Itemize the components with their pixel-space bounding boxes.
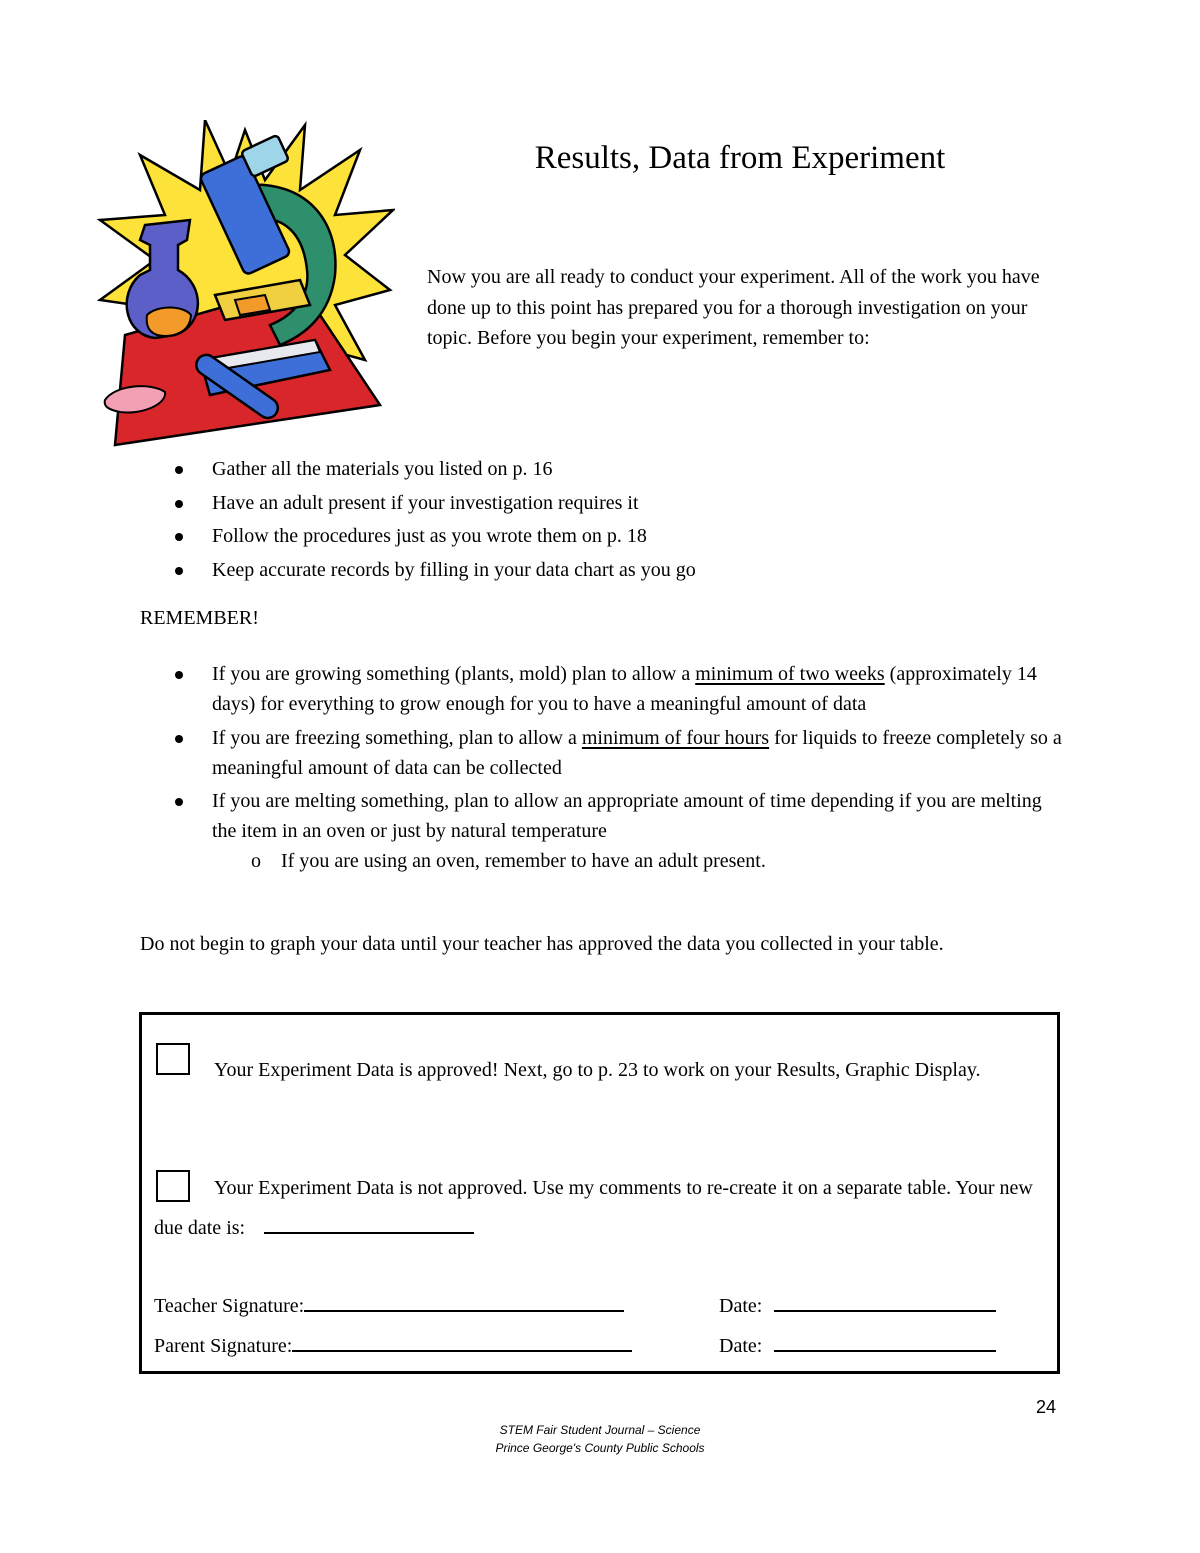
parent-signature-row — [154, 1335, 632, 1358]
bullet-icon — [175, 500, 183, 508]
reminder-growing-text: If you are growing something (plants, mold) plan to allow a — [212, 663, 696, 685]
teacher-date-label: Date: — [719, 1295, 763, 1317]
reminder-freezing-emphasis: minimum of four hours — [581, 726, 770, 749]
not-approved-label: Your Experiment Data is not approved. Use my comments to re-create it on a separate table. Your new due date is: — [154, 1177, 1033, 1239]
reminder-freezing-text: If you are freezing something, plan to allow a — [212, 726, 582, 749]
bullet-icon — [175, 533, 183, 541]
footer-line-2: Prince George's County Public Schools — [495, 1441, 705, 1455]
checklist-item-text: Keep accurate records by filling in your data chart as you go — [212, 558, 696, 581]
reminder-growing-text-end: (approximately 14 days) for everything to grow enough for you to have a meaningful amount of data — [212, 663, 1037, 715]
reminder-melting — [175, 786, 1065, 846]
teacher-signature-row — [154, 1295, 624, 1318]
teacher-date-row — [719, 1295, 996, 1318]
reminder-melting-text: If you are melting something, plan to allow an appropriate amount of time depending if you are melting the item in an oven or just by natural temperature — [212, 790, 1042, 842]
bullet-icon — [175, 466, 183, 474]
due-date-line[interactable] — [264, 1232, 474, 1234]
teacher-date-line[interactable] — [774, 1310, 996, 1312]
intro-paragraph — [427, 262, 1067, 354]
bullet-icon — [175, 567, 183, 575]
checklist-item — [175, 555, 1075, 585]
parent-date-label: Date: — [719, 1335, 763, 1357]
reminder-growing — [175, 659, 1065, 719]
not-approved-text — [154, 1168, 1034, 1248]
parent-date-row — [719, 1335, 996, 1358]
checklist — [175, 454, 1075, 588]
reminder-freezing — [175, 723, 1065, 783]
bullet-icon — [175, 671, 183, 679]
page-title: Results, Data from Experiment — [534, 140, 946, 176]
reminder-list — [175, 659, 1065, 876]
checklist-item — [175, 521, 1075, 551]
checklist-item — [175, 454, 1075, 484]
bullet-icon — [175, 798, 183, 806]
approved-text: Your Experiment Data is approved! Next, go to p. 23 to work on your Results, Graphic Display. — [214, 1059, 981, 1081]
reminder-oven-text: If you are using an oven, remember to have an adult present. — [281, 850, 766, 872]
science-lab-clipart — [95, 120, 395, 450]
page-number: 24 — [1036, 1397, 1057, 1417]
checklist-item-text: Follow the procedures just as you wrote them on p. 18 — [212, 525, 647, 547]
checklist-item — [175, 488, 1075, 518]
bullet-icon — [175, 735, 183, 743]
approval-box — [139, 1012, 1060, 1374]
teacher-signature-label: Teacher Signature: — [154, 1295, 305, 1317]
checklist-item-text: Have an adult present if your investigation requires it — [212, 491, 639, 514]
reminder-oven — [175, 846, 1065, 876]
reminder-growing-emphasis: minimum of two weeks — [695, 663, 885, 685]
footer-line-1: STEM Fair Student Journal – Science — [499, 1423, 701, 1437]
graph-note: Do not begin to graph your data until your teacher has approved the data you collected in your table. — [140, 933, 944, 955]
sub-bullet-marker: o — [251, 850, 261, 872]
reminder-freezing-text-end: for liquids to freeze completely so a meaningful amount of data can be collected — [212, 726, 1062, 779]
checklist-item-text: Gather all the materials you listed on p. 16 — [212, 458, 553, 480]
teacher-signature-line[interactable] — [304, 1310, 624, 1312]
parent-signature-line[interactable] — [292, 1350, 632, 1352]
parent-signature-label: Parent Signature: — [154, 1335, 293, 1357]
parent-date-line[interactable] — [774, 1350, 996, 1352]
remember-heading: REMEMBER! — [140, 607, 259, 629]
intro-text: Now you are all ready to conduct your experiment. All of the work you have done up to this point has prepared you for a thorough investigation on your topic. Before you begin your experiment, remember to: — [427, 266, 1040, 349]
